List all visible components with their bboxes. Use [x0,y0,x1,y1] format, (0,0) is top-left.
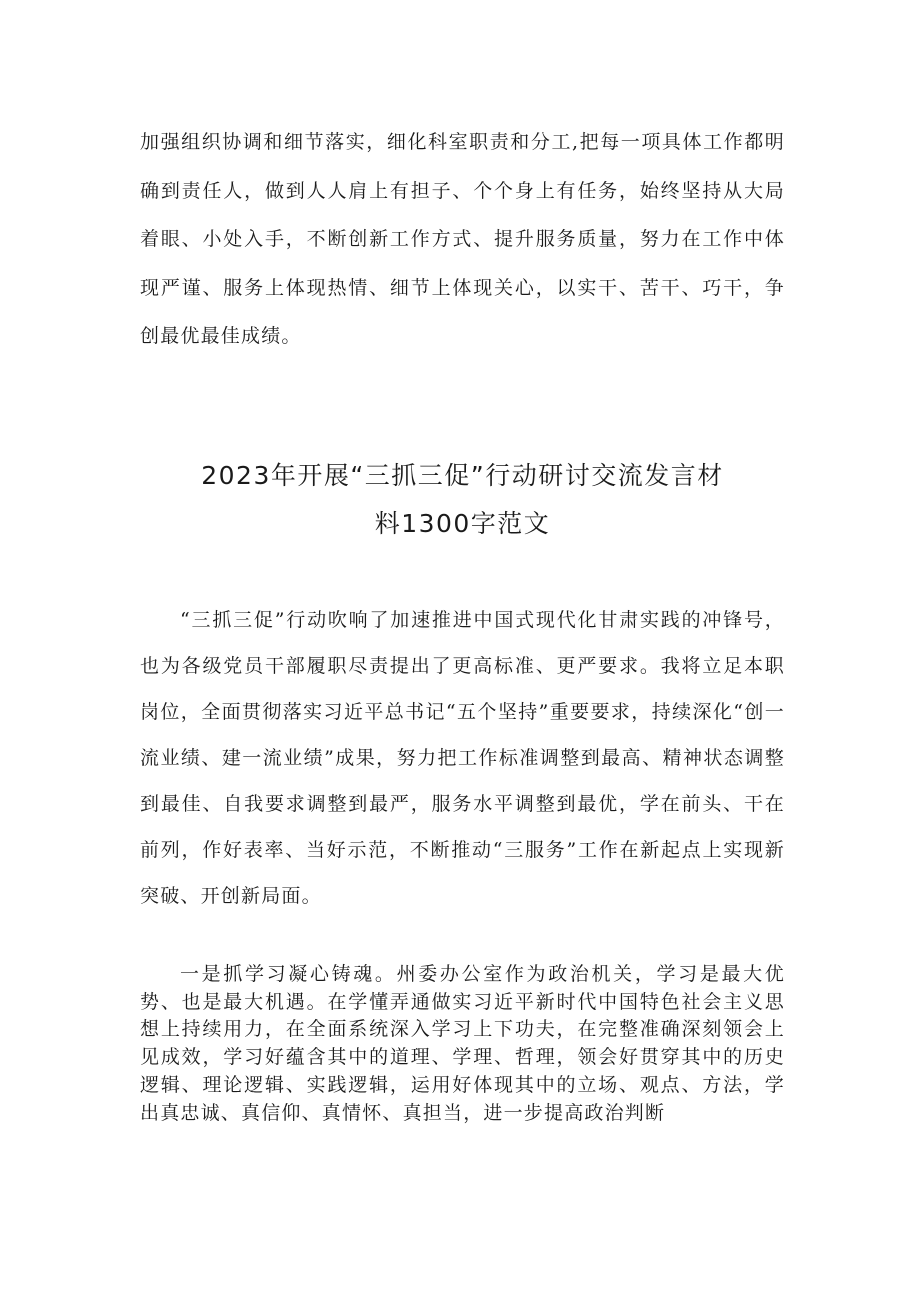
paragraph-study: 一是抓学习凝心铸魂。州委办公室作为政治机关，学习是最大优势、也是最大机遇。在学懂弄通做实习近平新时代中国特色社会主义思想上持续用力，在全面系统深入学习上下功夫，在完整准确深刻领会上见成效，学习好蕴含其中的道理、学理、哲理，领会好贯穿其中的历史逻辑、理论逻辑、实践逻辑，运用好体现其中的立场、观点、方法，学出真忠诚、真信仰、真情怀、真担当，进一步提高政治判断 [140,963,785,1124]
title-line-1: 2023年开展“三抓三促”行动研讨交流发言材 [201,461,724,490]
title-line-2: 料1300字范文 [374,509,551,538]
document-title [140,452,785,548]
paragraph-intro: “三抓三促”行动吹响了加速推进中国式现代化甘肃实践的冲锋号，也为各级党员干部履职尽责提出了更高标准、更严要求。我将立足本职岗位，全面贯彻落实习近平总书记“五个坚持”重要要求，持续深化“创一流业绩、建一流业绩”成果，努力把工作标准调整到最高、精神状态调整到最佳、自我要求调整到最严，服务水平调整到最优，学在前头、干在前列，作好表率、当好示范，不断推动“三服务”工作在新起点上实现新突破、开创新局面。 [140,609,785,907]
paragraph-top: 加强组织协调和细节落实，细化科室职责和分工,把每一项具体工作都明确到责任人，做到人人肩上有担子、个个身上有任务，始终坚持从大局着眼、小处入手，不断创新工作方式、提升服务质量，努力在工作中体现严谨、服务上体现热情、细节上体现关心，以实干、苦干、巧干，争创最优最佳成绩。 [140,131,785,347]
